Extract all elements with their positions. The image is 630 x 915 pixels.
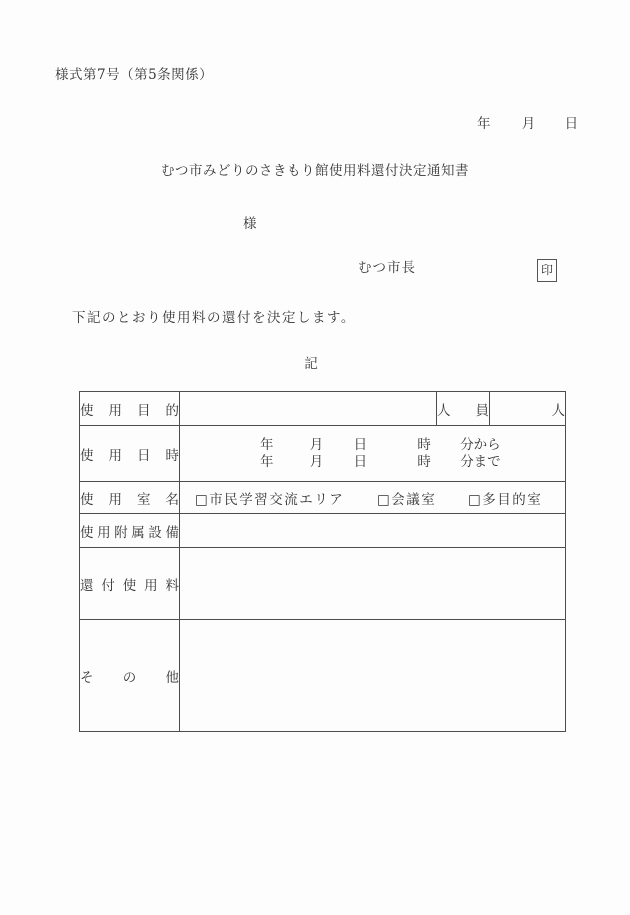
- day-label: 日: [564, 116, 579, 132]
- seal-label: 印: [540, 263, 553, 277]
- document-title: むつ市みどりのさきもり館使用料還付決定通知書: [161, 163, 469, 179]
- datetime-line-to: 年 月 日 時 分まで: [260, 453, 501, 470]
- row-purpose: [80, 392, 566, 426]
- form-table: [79, 391, 566, 732]
- row-refund: [80, 548, 566, 620]
- decision-statement: 下記のとおり使用料の還付を決定します。: [72, 310, 356, 326]
- datetime-value-cell: [180, 426, 566, 482]
- year-label: 年: [477, 116, 491, 132]
- row-other: [80, 620, 566, 732]
- seal-box: [537, 259, 557, 282]
- personnel-unit: 人: [490, 392, 566, 426]
- other-value-cell: [180, 620, 566, 732]
- row-equipment: [80, 514, 566, 548]
- room-label: 使用室名: [80, 482, 180, 514]
- room-option-checkbox: □多目的室: [468, 491, 543, 508]
- other-label: その他: [80, 620, 180, 732]
- issue-date-line: [477, 117, 578, 132]
- room-option-checkbox: □市民学習交流エリア: [195, 491, 345, 508]
- purpose-value-cell: [180, 392, 437, 426]
- equipment-value-cell: [180, 514, 566, 548]
- form-number: 様式第7号（第5条関係）: [55, 67, 214, 83]
- datetime-label: 使用日時: [80, 426, 180, 482]
- equipment-label: 使用附属設備: [80, 514, 180, 548]
- row-room: [80, 482, 566, 514]
- month-label: 月: [521, 116, 536, 132]
- mayor-name: むつ市長: [358, 260, 416, 276]
- refund-value-cell: [180, 548, 566, 620]
- datetime-line-from: 年 月 日 時 分から: [260, 436, 501, 453]
- purpose-label: 使用目的: [80, 392, 180, 426]
- refund-label: 還付使用料: [80, 548, 180, 620]
- row-datetime: [80, 426, 566, 482]
- record-heading: 記: [304, 356, 318, 372]
- personnel-label: 人員: [437, 392, 490, 426]
- room-option-checkbox: □会議室: [377, 491, 437, 508]
- room-options-cell: [180, 482, 566, 514]
- addressee-honorific: 様: [243, 216, 257, 232]
